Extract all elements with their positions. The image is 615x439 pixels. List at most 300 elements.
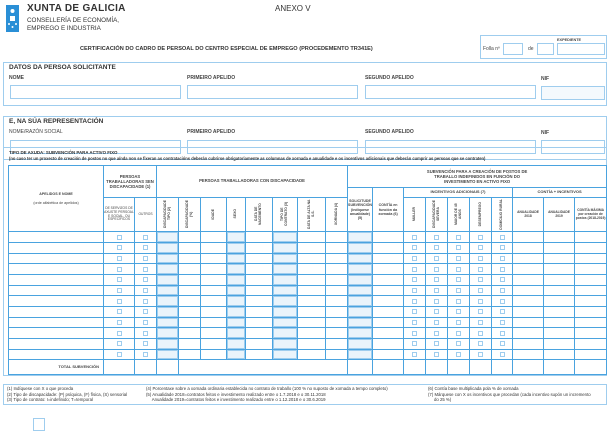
data-cell[interactable] xyxy=(575,339,607,350)
data-cell[interactable] xyxy=(492,285,513,296)
checkbox[interactable] xyxy=(117,256,122,261)
data-cell[interactable] xyxy=(513,264,544,275)
checkbox[interactable] xyxy=(412,267,417,272)
data-cell[interactable] xyxy=(404,328,426,339)
name-cell[interactable] xyxy=(9,274,104,285)
total-cell[interactable] xyxy=(426,360,448,375)
data-cell[interactable] xyxy=(227,274,246,285)
data-cell[interactable] xyxy=(426,296,448,307)
data-cell[interactable] xyxy=(227,253,246,264)
data-cell[interactable] xyxy=(246,232,273,243)
checkbox[interactable] xyxy=(456,309,461,314)
checkbox[interactable] xyxy=(434,341,439,346)
checkbox[interactable] xyxy=(500,320,505,325)
data-cell[interactable] xyxy=(104,339,135,350)
data-cell[interactable] xyxy=(201,339,227,350)
data-cell[interactable] xyxy=(326,253,348,264)
data-cell[interactable] xyxy=(179,242,201,253)
checkbox[interactable] xyxy=(434,299,439,304)
data-cell[interactable] xyxy=(492,264,513,275)
checkbox[interactable] xyxy=(412,352,417,357)
data-cell[interactable] xyxy=(179,328,201,339)
checkbox[interactable] xyxy=(478,245,483,250)
folla-total-input[interactable] xyxy=(537,43,554,55)
checkbox[interactable] xyxy=(412,299,417,304)
data-cell[interactable] xyxy=(544,307,575,318)
checkbox[interactable] xyxy=(143,256,148,261)
data-cell[interactable] xyxy=(246,264,273,275)
data-cell[interactable] xyxy=(575,264,607,275)
data-cell[interactable] xyxy=(404,253,426,264)
data-cell[interactable] xyxy=(373,274,404,285)
total-cell[interactable] xyxy=(157,360,179,375)
total-cell[interactable] xyxy=(470,360,492,375)
data-cell[interactable] xyxy=(575,328,607,339)
data-cell[interactable] xyxy=(470,339,492,350)
data-cell[interactable] xyxy=(348,296,373,307)
data-cell[interactable] xyxy=(326,285,348,296)
data-cell[interactable] xyxy=(227,296,246,307)
data-cell[interactable] xyxy=(348,285,373,296)
data-cell[interactable] xyxy=(104,274,135,285)
data-cell[interactable] xyxy=(104,307,135,318)
data-cell[interactable] xyxy=(157,285,179,296)
data-cell[interactable] xyxy=(470,274,492,285)
checkbox[interactable] xyxy=(500,245,505,250)
data-cell[interactable] xyxy=(201,274,227,285)
data-cell[interactable] xyxy=(201,328,227,339)
data-cell[interactable] xyxy=(426,349,448,360)
data-cell[interactable] xyxy=(246,317,273,328)
data-cell[interactable] xyxy=(246,339,273,350)
name-cell[interactable] xyxy=(9,339,104,350)
checkbox[interactable] xyxy=(117,245,122,250)
data-cell[interactable] xyxy=(326,317,348,328)
data-cell[interactable] xyxy=(448,285,470,296)
checkbox[interactable] xyxy=(412,341,417,346)
name-cell[interactable] xyxy=(9,232,104,243)
checkbox[interactable] xyxy=(456,299,461,304)
data-cell[interactable] xyxy=(104,285,135,296)
name-cell[interactable] xyxy=(9,317,104,328)
name-cell[interactable] xyxy=(9,242,104,253)
data-cell[interactable] xyxy=(448,232,470,243)
total-cell[interactable] xyxy=(544,360,575,375)
data-cell[interactable] xyxy=(298,328,326,339)
data-cell[interactable] xyxy=(298,253,326,264)
data-cell[interactable] xyxy=(373,285,404,296)
data-cell[interactable] xyxy=(448,296,470,307)
data-cell[interactable] xyxy=(227,349,246,360)
data-cell[interactable] xyxy=(179,296,201,307)
data-cell[interactable] xyxy=(227,328,246,339)
data-cell[interactable] xyxy=(201,264,227,275)
data-cell[interactable] xyxy=(227,264,246,275)
checkbox[interactable] xyxy=(500,331,505,336)
data-cell[interactable] xyxy=(373,349,404,360)
checkbox[interactable] xyxy=(478,352,483,357)
data-cell[interactable] xyxy=(157,264,179,275)
data-cell[interactable] xyxy=(246,328,273,339)
data-cell[interactable] xyxy=(513,274,544,285)
data-cell[interactable] xyxy=(575,307,607,318)
checkbox[interactable] xyxy=(500,352,505,357)
data-cell[interactable] xyxy=(179,232,201,243)
data-cell[interactable] xyxy=(373,307,404,318)
data-cell[interactable] xyxy=(104,242,135,253)
checkbox[interactable] xyxy=(143,309,148,314)
data-cell[interactable] xyxy=(157,328,179,339)
checkbox[interactable] xyxy=(434,256,439,261)
data-cell[interactable] xyxy=(492,242,513,253)
checkbox[interactable] xyxy=(412,235,417,240)
data-cell[interactable] xyxy=(404,264,426,275)
data-cell[interactable] xyxy=(470,242,492,253)
checkbox[interactable] xyxy=(478,320,483,325)
checkbox[interactable] xyxy=(500,277,505,282)
data-cell[interactable] xyxy=(404,349,426,360)
checkbox[interactable] xyxy=(143,267,148,272)
data-cell[interactable] xyxy=(513,253,544,264)
checkbox[interactable] xyxy=(143,341,148,346)
data-cell[interactable] xyxy=(492,317,513,328)
data-cell[interactable] xyxy=(426,264,448,275)
data-cell[interactable] xyxy=(544,232,575,243)
data-cell[interactable] xyxy=(273,317,298,328)
data-cell[interactable] xyxy=(470,253,492,264)
data-cell[interactable] xyxy=(298,307,326,318)
data-cell[interactable] xyxy=(298,274,326,285)
data-cell[interactable] xyxy=(326,274,348,285)
data-cell[interactable] xyxy=(373,232,404,243)
data-cell[interactable] xyxy=(298,296,326,307)
data-cell[interactable] xyxy=(201,253,227,264)
data-cell[interactable] xyxy=(227,285,246,296)
data-cell[interactable] xyxy=(104,328,135,339)
data-cell[interactable] xyxy=(157,274,179,285)
data-cell[interactable] xyxy=(273,328,298,339)
data-cell[interactable] xyxy=(179,285,201,296)
data-cell[interactable] xyxy=(326,339,348,350)
data-cell[interactable] xyxy=(298,232,326,243)
data-cell[interactable] xyxy=(426,339,448,350)
data-cell[interactable] xyxy=(179,253,201,264)
data-cell[interactable] xyxy=(492,274,513,285)
data-cell[interactable] xyxy=(544,253,575,264)
checkbox[interactable] xyxy=(478,235,483,240)
data-cell[interactable] xyxy=(157,296,179,307)
data-cell[interactable] xyxy=(513,328,544,339)
checkbox[interactable] xyxy=(117,320,122,325)
data-cell[interactable] xyxy=(492,232,513,243)
data-cell[interactable] xyxy=(246,285,273,296)
total-cell[interactable] xyxy=(179,360,348,375)
data-cell[interactable] xyxy=(201,232,227,243)
data-cell[interactable] xyxy=(470,232,492,243)
checkbox[interactable] xyxy=(143,235,148,240)
data-cell[interactable] xyxy=(470,328,492,339)
checkbox[interactable] xyxy=(434,267,439,272)
checkbox[interactable] xyxy=(434,320,439,325)
data-cell[interactable] xyxy=(404,296,426,307)
checkbox[interactable] xyxy=(456,320,461,325)
checkbox[interactable] xyxy=(500,341,505,346)
data-cell[interactable] xyxy=(448,264,470,275)
data-cell[interactable] xyxy=(426,328,448,339)
data-cell[interactable] xyxy=(492,339,513,350)
data-cell[interactable] xyxy=(513,307,544,318)
data-cell[interactable] xyxy=(544,242,575,253)
data-cell[interactable] xyxy=(544,317,575,328)
total-cell[interactable] xyxy=(373,360,404,375)
data-cell[interactable] xyxy=(426,232,448,243)
data-cell[interactable] xyxy=(273,349,298,360)
data-cell[interactable] xyxy=(470,285,492,296)
checkbox[interactable] xyxy=(117,331,122,336)
data-cell[interactable] xyxy=(273,339,298,350)
checkbox[interactable] xyxy=(143,277,148,282)
applicant-nif-input[interactable] xyxy=(541,86,605,100)
data-cell[interactable] xyxy=(448,317,470,328)
data-cell[interactable] xyxy=(326,264,348,275)
data-cell[interactable] xyxy=(326,296,348,307)
data-cell[interactable] xyxy=(104,296,135,307)
data-cell[interactable] xyxy=(373,253,404,264)
checkbox[interactable] xyxy=(412,309,417,314)
checkbox[interactable] xyxy=(143,352,148,357)
checkbox[interactable] xyxy=(500,235,505,240)
data-cell[interactable] xyxy=(246,242,273,253)
data-cell[interactable] xyxy=(404,307,426,318)
data-cell[interactable] xyxy=(135,317,157,328)
data-cell[interactable] xyxy=(157,339,179,350)
checkbox[interactable] xyxy=(117,309,122,314)
data-cell[interactable] xyxy=(348,307,373,318)
total-cell[interactable] xyxy=(575,360,607,375)
checkbox[interactable] xyxy=(456,245,461,250)
data-cell[interactable] xyxy=(544,339,575,350)
data-cell[interactable] xyxy=(179,307,201,318)
checkbox[interactable] xyxy=(456,352,461,357)
data-cell[interactable] xyxy=(135,296,157,307)
data-cell[interactable] xyxy=(426,317,448,328)
data-cell[interactable] xyxy=(492,253,513,264)
data-cell[interactable] xyxy=(157,253,179,264)
checkbox[interactable] xyxy=(456,341,461,346)
name-cell[interactable] xyxy=(9,253,104,264)
data-cell[interactable] xyxy=(227,232,246,243)
data-cell[interactable] xyxy=(426,274,448,285)
data-cell[interactable] xyxy=(135,349,157,360)
data-cell[interactable] xyxy=(298,242,326,253)
data-cell[interactable] xyxy=(575,296,607,307)
data-cell[interactable] xyxy=(426,307,448,318)
checkbox[interactable] xyxy=(117,352,122,357)
data-cell[interactable] xyxy=(404,274,426,285)
data-cell[interactable] xyxy=(135,285,157,296)
checkbox[interactable] xyxy=(500,288,505,293)
data-cell[interactable] xyxy=(373,242,404,253)
data-cell[interactable] xyxy=(544,274,575,285)
data-cell[interactable] xyxy=(135,307,157,318)
data-cell[interactable] xyxy=(448,274,470,285)
data-cell[interactable] xyxy=(448,339,470,350)
data-cell[interactable] xyxy=(246,296,273,307)
data-cell[interactable] xyxy=(157,242,179,253)
checkbox[interactable] xyxy=(117,235,122,240)
data-cell[interactable] xyxy=(104,349,135,360)
data-cell[interactable] xyxy=(298,285,326,296)
checkbox[interactable] xyxy=(478,331,483,336)
data-cell[interactable] xyxy=(326,242,348,253)
checkbox[interactable] xyxy=(434,309,439,314)
data-cell[interactable] xyxy=(298,349,326,360)
data-cell[interactable] xyxy=(201,242,227,253)
data-cell[interactable] xyxy=(575,242,607,253)
data-cell[interactable] xyxy=(513,339,544,350)
data-cell[interactable] xyxy=(326,349,348,360)
checkbox[interactable] xyxy=(478,256,483,261)
checkbox[interactable] xyxy=(117,299,122,304)
data-cell[interactable] xyxy=(179,339,201,350)
checkbox[interactable] xyxy=(478,341,483,346)
data-cell[interactable] xyxy=(273,296,298,307)
data-cell[interactable] xyxy=(179,349,201,360)
checkbox[interactable] xyxy=(456,256,461,261)
data-cell[interactable] xyxy=(273,242,298,253)
total-cell[interactable] xyxy=(448,360,470,375)
checkbox[interactable] xyxy=(117,267,122,272)
data-cell[interactable] xyxy=(404,339,426,350)
data-cell[interactable] xyxy=(326,232,348,243)
data-cell[interactable] xyxy=(470,307,492,318)
data-cell[interactable] xyxy=(227,317,246,328)
data-cell[interactable] xyxy=(575,232,607,243)
data-cell[interactable] xyxy=(448,242,470,253)
data-cell[interactable] xyxy=(492,296,513,307)
data-cell[interactable] xyxy=(492,328,513,339)
total-cell[interactable] xyxy=(104,360,135,375)
data-cell[interactable] xyxy=(404,317,426,328)
checkbox[interactable] xyxy=(143,331,148,336)
data-cell[interactable] xyxy=(273,285,298,296)
data-cell[interactable] xyxy=(201,317,227,328)
checkbox[interactable] xyxy=(434,245,439,250)
data-cell[interactable] xyxy=(273,232,298,243)
data-cell[interactable] xyxy=(246,274,273,285)
data-cell[interactable] xyxy=(426,253,448,264)
applicant-name-input[interactable] xyxy=(10,85,181,99)
data-cell[interactable] xyxy=(348,253,373,264)
checkbox[interactable] xyxy=(143,320,148,325)
checkbox[interactable] xyxy=(412,277,417,282)
data-cell[interactable] xyxy=(104,253,135,264)
data-cell[interactable] xyxy=(470,296,492,307)
data-cell[interactable] xyxy=(470,317,492,328)
data-cell[interactable] xyxy=(179,264,201,275)
total-cell[interactable] xyxy=(513,360,544,375)
data-cell[interactable] xyxy=(404,232,426,243)
data-cell[interactable] xyxy=(448,307,470,318)
data-cell[interactable] xyxy=(157,317,179,328)
data-cell[interactable] xyxy=(326,307,348,318)
checkbox[interactable] xyxy=(143,288,148,293)
checkbox[interactable] xyxy=(117,277,122,282)
data-cell[interactable] xyxy=(104,232,135,243)
data-cell[interactable] xyxy=(326,328,348,339)
data-cell[interactable] xyxy=(246,253,273,264)
checkbox[interactable] xyxy=(456,235,461,240)
data-cell[interactable] xyxy=(179,274,201,285)
data-cell[interactable] xyxy=(135,274,157,285)
name-cell[interactable] xyxy=(9,285,104,296)
data-cell[interactable] xyxy=(227,339,246,350)
checkbox[interactable] xyxy=(478,288,483,293)
data-cell[interactable] xyxy=(201,285,227,296)
data-cell[interactable] xyxy=(227,242,246,253)
data-cell[interactable] xyxy=(157,349,179,360)
data-cell[interactable] xyxy=(348,232,373,243)
data-cell[interactable] xyxy=(404,242,426,253)
data-cell[interactable] xyxy=(135,339,157,350)
checkbox[interactable] xyxy=(412,256,417,261)
total-cell[interactable] xyxy=(348,360,373,375)
checkbox[interactable] xyxy=(434,352,439,357)
folla-input[interactable] xyxy=(503,43,523,55)
name-cell[interactable] xyxy=(9,296,104,307)
data-cell[interactable] xyxy=(513,285,544,296)
checkbox[interactable] xyxy=(478,277,483,282)
data-cell[interactable] xyxy=(513,349,544,360)
bottom-checkbox[interactable] xyxy=(33,418,45,431)
data-cell[interactable] xyxy=(348,328,373,339)
data-cell[interactable] xyxy=(404,285,426,296)
data-cell[interactable] xyxy=(492,349,513,360)
total-cell[interactable] xyxy=(492,360,513,375)
data-cell[interactable] xyxy=(298,339,326,350)
checkbox[interactable] xyxy=(143,245,148,250)
name-cell[interactable] xyxy=(9,307,104,318)
checkbox[interactable] xyxy=(478,299,483,304)
checkbox[interactable] xyxy=(500,256,505,261)
data-cell[interactable] xyxy=(492,307,513,318)
data-cell[interactable] xyxy=(135,328,157,339)
data-cell[interactable] xyxy=(426,285,448,296)
data-cell[interactable] xyxy=(273,264,298,275)
data-cell[interactable] xyxy=(426,242,448,253)
data-cell[interactable] xyxy=(348,264,373,275)
data-cell[interactable] xyxy=(348,274,373,285)
data-cell[interactable] xyxy=(575,274,607,285)
data-cell[interactable] xyxy=(373,339,404,350)
checkbox[interactable] xyxy=(500,309,505,314)
checkbox[interactable] xyxy=(412,320,417,325)
data-cell[interactable] xyxy=(470,349,492,360)
checkbox[interactable] xyxy=(117,288,122,293)
data-cell[interactable] xyxy=(544,296,575,307)
data-cell[interactable] xyxy=(298,264,326,275)
data-cell[interactable] xyxy=(135,242,157,253)
data-cell[interactable] xyxy=(544,328,575,339)
checkbox[interactable] xyxy=(456,277,461,282)
data-cell[interactable] xyxy=(157,307,179,318)
data-cell[interactable] xyxy=(448,328,470,339)
data-cell[interactable] xyxy=(298,317,326,328)
data-cell[interactable] xyxy=(246,307,273,318)
checkbox[interactable] xyxy=(456,331,461,336)
data-cell[interactable] xyxy=(135,264,157,275)
data-cell[interactable] xyxy=(179,317,201,328)
